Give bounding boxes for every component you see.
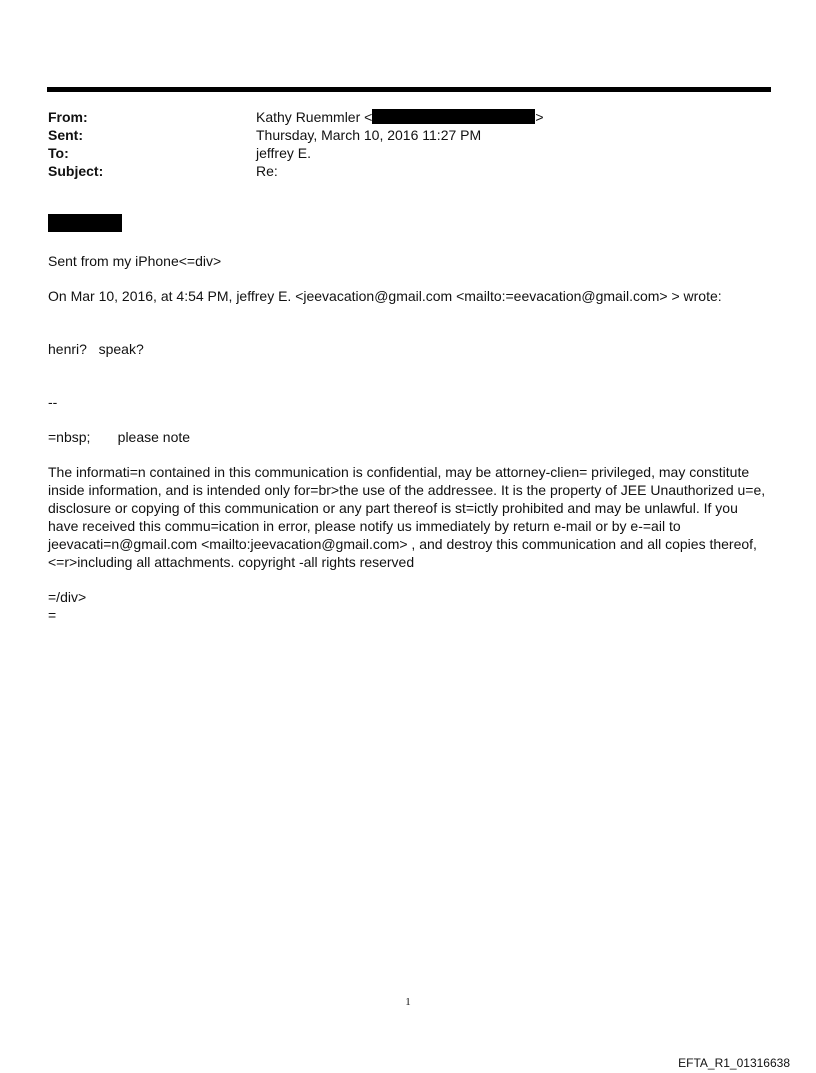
to-value: jeffrey E. xyxy=(256,145,311,161)
email-header xyxy=(48,108,748,180)
sent-value: Thursday, March 10, 2016 11:27 PM xyxy=(256,127,482,143)
please-note-line: =nbsp; please note xyxy=(48,429,191,445)
subject-label: Subject: xyxy=(48,163,104,179)
from-value xyxy=(256,108,544,126)
redaction-block xyxy=(48,214,122,232)
sent-from-line: Sent from my iPhone<=div> xyxy=(48,253,222,269)
closing-div-line: =/div> xyxy=(48,589,87,605)
subject-value: Re: xyxy=(256,163,278,179)
header-rule xyxy=(47,87,771,92)
from-row xyxy=(48,108,748,126)
from-label: From: xyxy=(48,109,88,125)
email-body xyxy=(48,214,768,624)
to-label: To: xyxy=(48,145,69,161)
document-id: EFTA_R1_01316638 xyxy=(678,1056,790,1070)
signature-separator: -- xyxy=(48,394,58,410)
quoted-message: henri? speak? xyxy=(48,341,144,357)
quote-intro: On Mar 10, 2016, at 4:54 PM, jeffrey E. <jeevacation@gmail.com <mailto:=eevacation@gmail.com> > wrote: xyxy=(48,288,722,304)
page-number: 1 xyxy=(405,996,411,1008)
from-suffix: > xyxy=(535,109,544,125)
redaction-bar xyxy=(372,109,535,124)
trailing-equals: = xyxy=(48,607,57,623)
sent-label: Sent: xyxy=(48,127,83,143)
subject-row xyxy=(48,162,748,180)
to-row xyxy=(48,144,748,162)
disclaimer-text: The informati=n contained in this communication is confidential, may be attorney-clien= privileged, may constitute inside information, and is intended only for=br>the use of the addressee. It is the property of JEE Unauthorized u=e, disclosure or copying of this communication or any part thereof is st=ictly prohibited and may be unlawful. If you have received this commu=ication in error, please notify us immediately by return e-mail or by e-=ail to jeevacati=n@gmail.com <mailto:jeevacation@gmail.com> , and destroy this communication and all copies thereof,<=r>including all attachments. copyright -all rights reserved xyxy=(48,464,770,570)
from-name: Kathy Ruemmler < xyxy=(256,109,373,125)
sent-row xyxy=(48,126,748,144)
